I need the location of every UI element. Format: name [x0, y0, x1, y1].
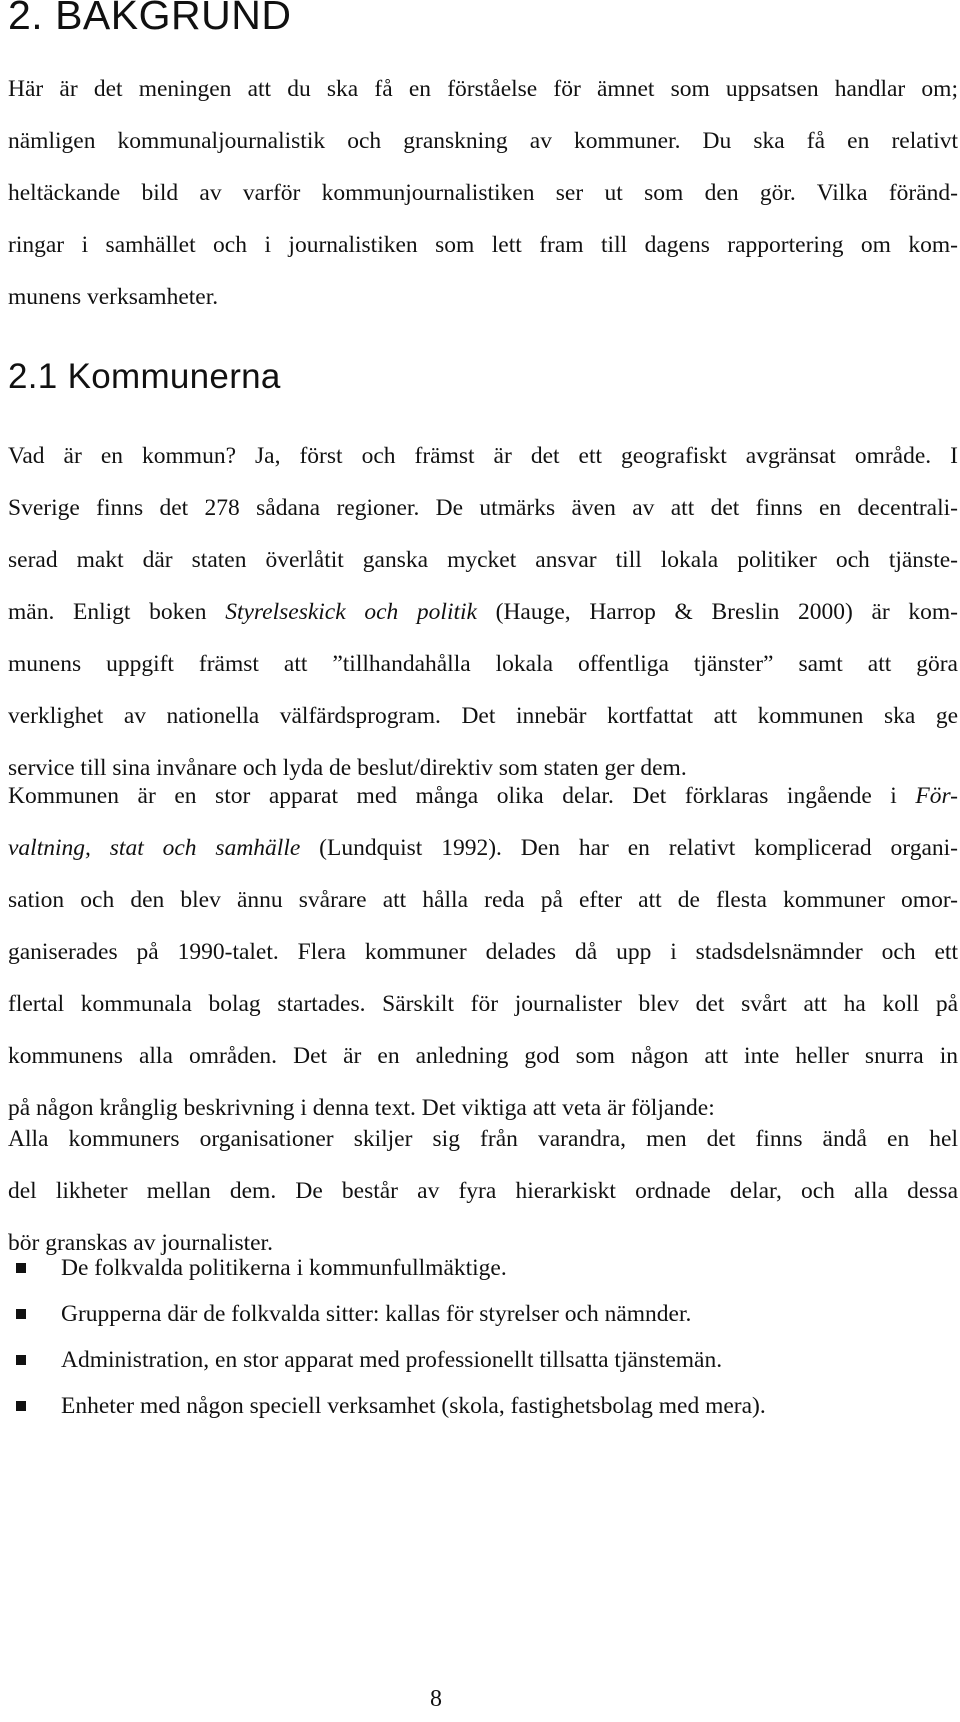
book-title: valtning, stat och samhälle: [8, 835, 301, 861]
list-item-text: Administration, en stor apparat med professionellt tillsatta tjänstemän.: [61, 1347, 723, 1373]
square-bullet-icon: [16, 1355, 26, 1365]
list-item: [8, 1245, 766, 1291]
line-text: män. Enligt boken: [8, 599, 226, 625]
chapter-heading: 2. BAKGRUND: [8, 0, 292, 38]
paragraph-line: heltäckande bild av varför kommunjournalistiken ser ut som den gör. Vilka föränd-: [8, 180, 958, 206]
paragraph-line: serad makt där staten överlåtit ganska mycket ansvar till lokala politiker och tjänste-: [8, 547, 958, 573]
list-item-text: Enheter med någon speciell verksamhet (skola, fastighetsbolag med mera).: [61, 1393, 766, 1419]
line-text: (Hauge, Harrop & Breslin 2000) är kom-: [476, 599, 958, 625]
square-bullet-icon: [16, 1263, 26, 1273]
page-number: 8: [430, 1686, 442, 1712]
paragraph-line: bör granskas av journalister.: [8, 1230, 273, 1256]
paragraph-line: del likheter mellan dem. De består av fyra hierarkiskt ordnade delar, och alla dessa: [8, 1178, 958, 1204]
paragraph-line: nämligen kommunaljournalistik och granskning av kommuner. Du ska få en relativt: [8, 128, 958, 154]
paragraph-line: [8, 822, 958, 874]
book-title: Styrelseskick och politik: [225, 599, 477, 625]
organisation-parts-list: [8, 1245, 766, 1429]
paragraph-line: ringar i samhället och i journalistiken som lett fram till dagens rapportering om kom-: [8, 232, 958, 258]
line-text: (Lundquist 1992). Den har en relativt komplicerad organi-: [300, 835, 958, 861]
list-item: [8, 1291, 766, 1337]
paragraph-line: Alla kommuners organisationer skiljer sig från varandra, men det finns ändå en hel: [8, 1126, 958, 1152]
list-item: [8, 1337, 766, 1383]
kommun-organisation-paragraph: [8, 770, 958, 1134]
paragraph-line: [8, 586, 958, 638]
list-item: [8, 1383, 766, 1429]
paragraph-line: ganiserades på 1990-talet. Flera kommuner delades då upp i stadsdelsnämnder och ett: [8, 939, 958, 965]
list-item-text: Grupperna där de folkvalda sitter: kallas för styrelser och nämnder.: [61, 1301, 692, 1327]
paragraph-line: kommunens alla områden. Det är en anledning god som någon att inte heller snurra in: [8, 1043, 958, 1069]
section-heading: 2.1 Kommunerna: [8, 357, 281, 396]
paragraph-line: flertal kommunala bolag startades. Särskilt för journalister blev det svårt att ha koll på: [8, 991, 958, 1017]
paragraph-line: Här är det meningen att du ska få en förståelse för ämnet som uppsatsen handlar om;: [8, 76, 958, 102]
paragraph-line: Vad är en kommun? Ja, först och främst är det ett geografiskt avgränsat område. I: [8, 443, 958, 469]
paragraph-line: [8, 770, 958, 822]
line-text: Kommunen är en stor apparat med många olika delar. Det förklaras ingående i: [8, 783, 916, 809]
paragraph-line: munens uppgift främst att ”tillhandahålla lokala offentliga tjänster” samt att göra: [8, 651, 958, 677]
paragraph-line: service till sina invånare och lyda de beslut/direktiv som staten ger dem.: [8, 755, 687, 781]
paragraph-line: verklighet av nationella välfärdsprogram. Det innebär kortfattat att kommunen ska ge: [8, 703, 958, 729]
paragraph-line: munens verksamheter.: [8, 284, 219, 310]
book-title: För-: [915, 783, 958, 809]
paragraph-line: Sverige finns det 278 sådana regioner. De utmärks även av att det finns en decentrali-: [8, 495, 958, 521]
square-bullet-icon: [16, 1401, 26, 1411]
paragraph-line: sation och den blev ännu svårare att hålla reda på efter att de flesta kommuner omor-: [8, 887, 958, 913]
paragraph-line: på någon krånglig beskrivning i denna text. Det viktiga att veta är följande:: [8, 1095, 715, 1121]
square-bullet-icon: [16, 1309, 26, 1319]
list-item-text: De folkvalda politikerna i kommunfullmäktige.: [61, 1255, 507, 1281]
intro-paragraph: [8, 63, 958, 323]
kommun-definition-paragraph: [8, 430, 958, 794]
